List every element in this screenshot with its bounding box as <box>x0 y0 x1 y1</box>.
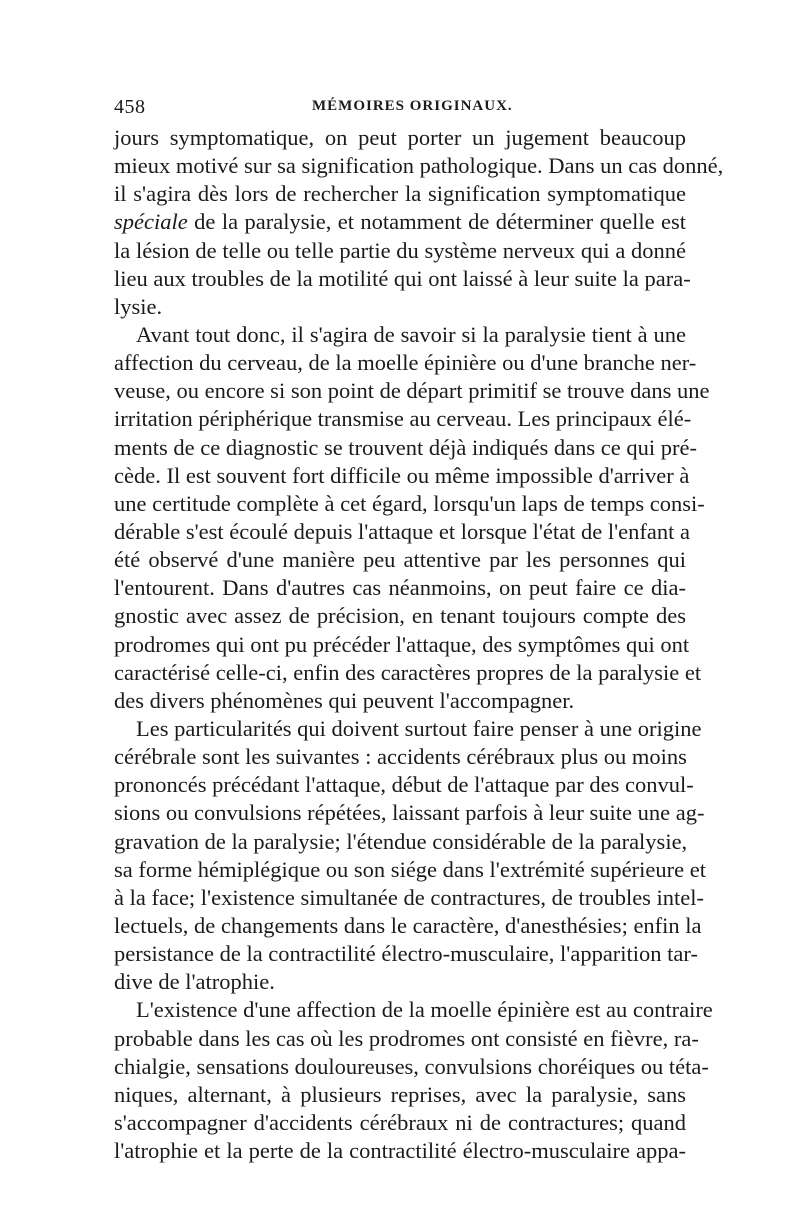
text-line: il s'agira dès lors de rechercher la signification symptomatique <box>114 181 686 207</box>
text-line: lectuels, de changements dans le caractère, d'anesthésies; enfin la <box>114 912 702 938</box>
emphasis-word: spéciale <box>114 209 188 235</box>
text-line: prononcés précédant l'attaque, début de l'attaque par des convul- <box>114 772 694 798</box>
text-line: cérébrale sont les suivantes : accidents cérébraux plus ou moins <box>114 744 687 770</box>
text-line: affection du cerveau, de la moelle épinière ou d'une branche ner- <box>114 350 697 376</box>
text-line: l'atrophie et la perte de la contractilité électro-musculaire appa- <box>114 1138 686 1164</box>
text-line-with-emphasis <box>114 208 686 236</box>
text-line: irritation périphérique transmise au cerveau. Les principaux élé- <box>114 406 692 432</box>
text-line: mieux motivé sur sa signification pathologique. Dans un cas donné, <box>114 153 724 179</box>
running-head <box>114 96 686 124</box>
text-line: cède. Il est souvent fort difficile ou même impossible d'arriver à <box>114 462 690 488</box>
text-line: caractérisé celle-ci, enfin des caractères propres de la paralysie et <box>114 659 702 685</box>
text-line: dive de l'atrophie. <box>114 969 275 995</box>
text-line: gravation de la paralysie; l'étendue considérable de la paralysie, <box>114 828 688 854</box>
paragraph-start: Avant tout donc, il s'agira de savoir si la paralysie tient à une <box>136 321 686 347</box>
text-line: jours symptomatique, on peut porter un jugement beaucoup <box>114 125 686 150</box>
text-line: des divers phénomènes qui peuvent l'accompagner. <box>114 687 575 713</box>
paragraph-start: Les particularités qui doivent surtout faire penser à une origine <box>136 715 702 741</box>
text-line: lysie. <box>114 293 163 319</box>
text-line: à la face; l'existence simultanée de contractures, de troubles intel- <box>114 884 705 910</box>
page-number: 458 <box>114 96 146 118</box>
text-line: chialgie, sensations douloureuses, convulsions choréiques ou téta- <box>114 1053 709 1079</box>
text-line: s'accompagner d'accidents cérébraux ni de contractures; quand <box>114 1109 686 1135</box>
text-line: sa forme hémiplégique ou son siége dans l'extrémité supérieure et <box>114 856 706 882</box>
text-line: probable dans les cas où les prodromes ont consisté en fièvre, ra- <box>114 1025 699 1051</box>
text-line: ments de ce diagnostic se trouvent déjà indiqués dans ce qui pré- <box>114 434 697 460</box>
text-line: l'entourent. Dans d'autres cas néanmoins, on peut faire ce dia- <box>114 575 686 601</box>
text-line: persistance de la contractilité électro-musculaire, l'apparition tar- <box>114 941 698 967</box>
text-line: lieu aux troubles de la motilité qui ont laissé à leur suite la para- <box>114 265 691 291</box>
body-text <box>114 124 724 1165</box>
text-line-rest: de la paralysie, et notamment de déterminer quelle est <box>194 209 687 235</box>
text-line: gnostic avec assez de précision, en tenant toujours compte des <box>114 603 686 629</box>
text-line: sions ou convulsions répétées, laissant parfois à leur suite une ag- <box>114 800 705 826</box>
text-line: prodromes qui ont pu précéder l'attaque, des symptômes qui ont <box>114 631 690 657</box>
book-page <box>114 96 724 1165</box>
text-line: la lésion de telle ou telle partie du système nerveux qui a donné <box>114 237 686 263</box>
running-title: MÉMOIRES ORIGINAUX. <box>312 98 513 114</box>
text-line: veuse, ou encore si son point de départ primitif se trouve dans une <box>114 378 710 404</box>
paragraph-start: L'existence d'une affection de la moelle épinière est au contraire <box>136 997 713 1023</box>
text-line: dérable s'est écoulé depuis l'attaque et lorsque l'état de l'enfant a <box>114 518 690 544</box>
text-line: une certitude complète à cet égard, lorsqu'un laps de temps consi- <box>114 490 705 516</box>
text-line: été observé d'une manière peu attentive par les personnes qui <box>114 547 686 573</box>
text-line: niques, alternant, à plusieurs reprises, avec la paralysie, sans <box>114 1081 686 1107</box>
